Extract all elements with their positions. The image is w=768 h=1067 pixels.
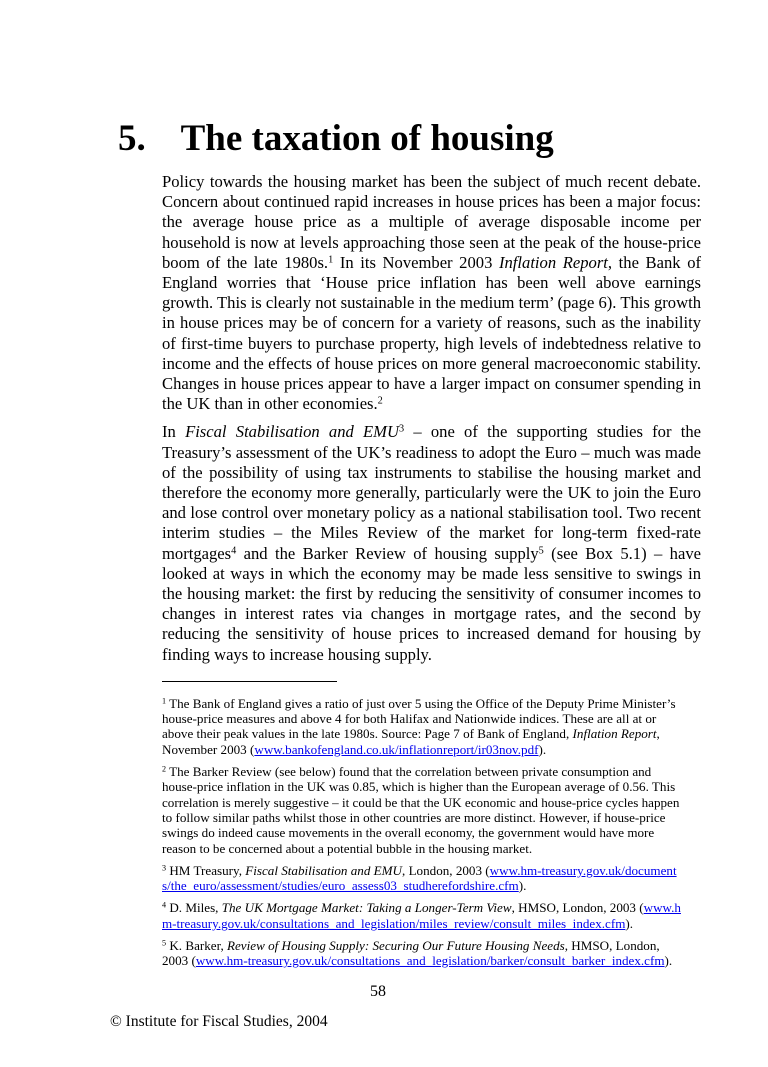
footnote-ref-2[interactable]: 2 xyxy=(377,395,383,407)
footnote-3 xyxy=(162,863,682,894)
footnote-link[interactable]: www.hm-treasury.gov.uk/documents/the_euro/assessment/studies/euro_assess03_studherefordshire.cfm xyxy=(162,862,677,894)
footnote-number: 2 xyxy=(162,764,167,774)
paragraph-1 xyxy=(162,172,701,414)
text: ). xyxy=(625,915,634,931)
text: ). xyxy=(538,741,547,757)
text: , the Bank of England worries that ‘House price inflation has been well above earnings growth. This is clearly not sustainable in the medium term’ (page 6). This growth in house prices may be of concern for a variety of reasons, such as the inability of first-time buyers to purchase property, high levels of indebtedness relative to income and the effects of house prices on more general macroeconomic stability. Changes in house prices appear to have a larger impact on consumer spending in the UK than in other economies. xyxy=(162,252,702,414)
text: D. Miles, xyxy=(169,900,222,916)
footnote-link[interactable]: www.bankofengland.co.uk/inflationreport/ir03nov.pdf xyxy=(254,741,539,757)
text: and the Barker Review of housing supply xyxy=(236,543,539,563)
italic-title: Inflation Report xyxy=(498,252,608,272)
italic-title: Fiscal Stabilisation and EMU xyxy=(185,422,399,442)
footnote-divider xyxy=(162,681,337,682)
text: – one of the supporting studies for the Treasury’s assessment of the UK’s readiness to adopt the Euro – much was made of the possibility of using tax instruments to stabilise the housing market and therefore the economy more generally, particularly were the UK to join the Euro and lose control over monetary policy as a national stabilisation tool. Two recent interim studies – the Miles Review of the market for long-term fixed-rate mortgages xyxy=(162,422,701,563)
footnote-number: 4 xyxy=(162,900,167,910)
text: ). xyxy=(664,953,673,969)
italic-title: Review of Housing Supply: Securing Our Future Housing Needs xyxy=(227,938,565,954)
text: In its November 2003 xyxy=(333,252,499,272)
footnote-ref-5[interactable]: 5 xyxy=(538,545,544,556)
text: , London, 2003 ( xyxy=(402,862,490,878)
text: ). xyxy=(518,878,527,894)
chapter-title xyxy=(118,118,768,160)
paragraph-2 xyxy=(162,422,701,664)
footnote-link[interactable]: www.hm-treasury.gov.uk/consultations_and_legislation/miles_review/consult_miles_index.cfm xyxy=(162,900,681,931)
text: , November 2003 ( xyxy=(162,726,660,757)
footnote-link[interactable]: www.hm-treasury.gov.uk/consultations_and_legislation/barker/consult_barker_index.cfm xyxy=(195,953,665,969)
text: Policy towards the housing market has been the subject of much recent debate. Concern about continued rapid increases in house prices has been a major focus: the average house price as a multiple of average disposable income per household is now at levels approaching those seen at the peak of the house-price boom of the late 1980s. xyxy=(162,172,701,272)
body-text xyxy=(162,172,701,665)
text: , HMSO, London, 2003 ( xyxy=(162,938,660,969)
text: (see Box 5.1) – have looked at ways in which the economy may be made less sensitive to swings in the housing market: the first by reducing the sensitivity of consumer incomes to changes in interest rates via changes in mortgage rates, and the second by reducing the sensitivity of house prices to increased demand for housing by finding ways to increase housing supply. xyxy=(162,543,701,664)
footnote-4 xyxy=(162,900,682,931)
text: The Barker Review (see below) found that the correlation between private consumption and house-price inflation in the UK was 0.85, which is higher than the European average of 0.56. This correlation is merely suggestive – it could be that the UK economic and house-price cycles happen to follow similar paths whilst those in other countries are more distinct. However, if house-price swings do indeed cause movements in the overall economy, the government would have more reason to be concerned about a potential bubble in the housing market. xyxy=(162,764,680,856)
footnote-ref-4[interactable]: 4 xyxy=(231,545,237,556)
text: In xyxy=(162,422,186,442)
copyright: © Institute for Fiscal Studies, 2004 xyxy=(110,1012,328,1030)
italic-title: Inflation Report xyxy=(572,726,657,742)
footnote-number: 5 xyxy=(162,938,167,948)
footnote-number: 1 xyxy=(162,696,167,706)
footnote-2 xyxy=(162,764,682,856)
text: K. Barker, xyxy=(169,938,227,954)
chapter-title-text: The taxation of housing xyxy=(180,118,554,159)
footnote-ref-3[interactable]: 3 xyxy=(398,423,405,435)
page-footer xyxy=(0,983,768,1037)
footnote-ref-1[interactable]: 1 xyxy=(328,254,334,266)
text: The Bank of England gives a ratio of just over 5 using the Office of the Deputy Prime Minister’s house-price measures and above 4 for both Halifax and Nationwide indices. These are all at or above their peak values in the late 1980s. Source: Page 7 of Bank of England, xyxy=(162,695,676,742)
footnote-number: 3 xyxy=(162,863,167,873)
italic-title: The UK Mortgage Market: Taking a Longer-Term View xyxy=(221,900,512,916)
footnotes xyxy=(162,696,682,969)
chapter-number: 5. xyxy=(118,118,146,159)
content-column xyxy=(162,172,701,969)
text: HM Treasury, xyxy=(169,862,246,878)
italic-title: Fiscal Stabilisation and EMU xyxy=(245,862,403,878)
page-number: 58 xyxy=(370,982,386,1000)
footnote-1 xyxy=(162,696,682,757)
text: , HMSO, London, 2003 ( xyxy=(511,900,644,916)
footnote-5 xyxy=(162,938,682,969)
